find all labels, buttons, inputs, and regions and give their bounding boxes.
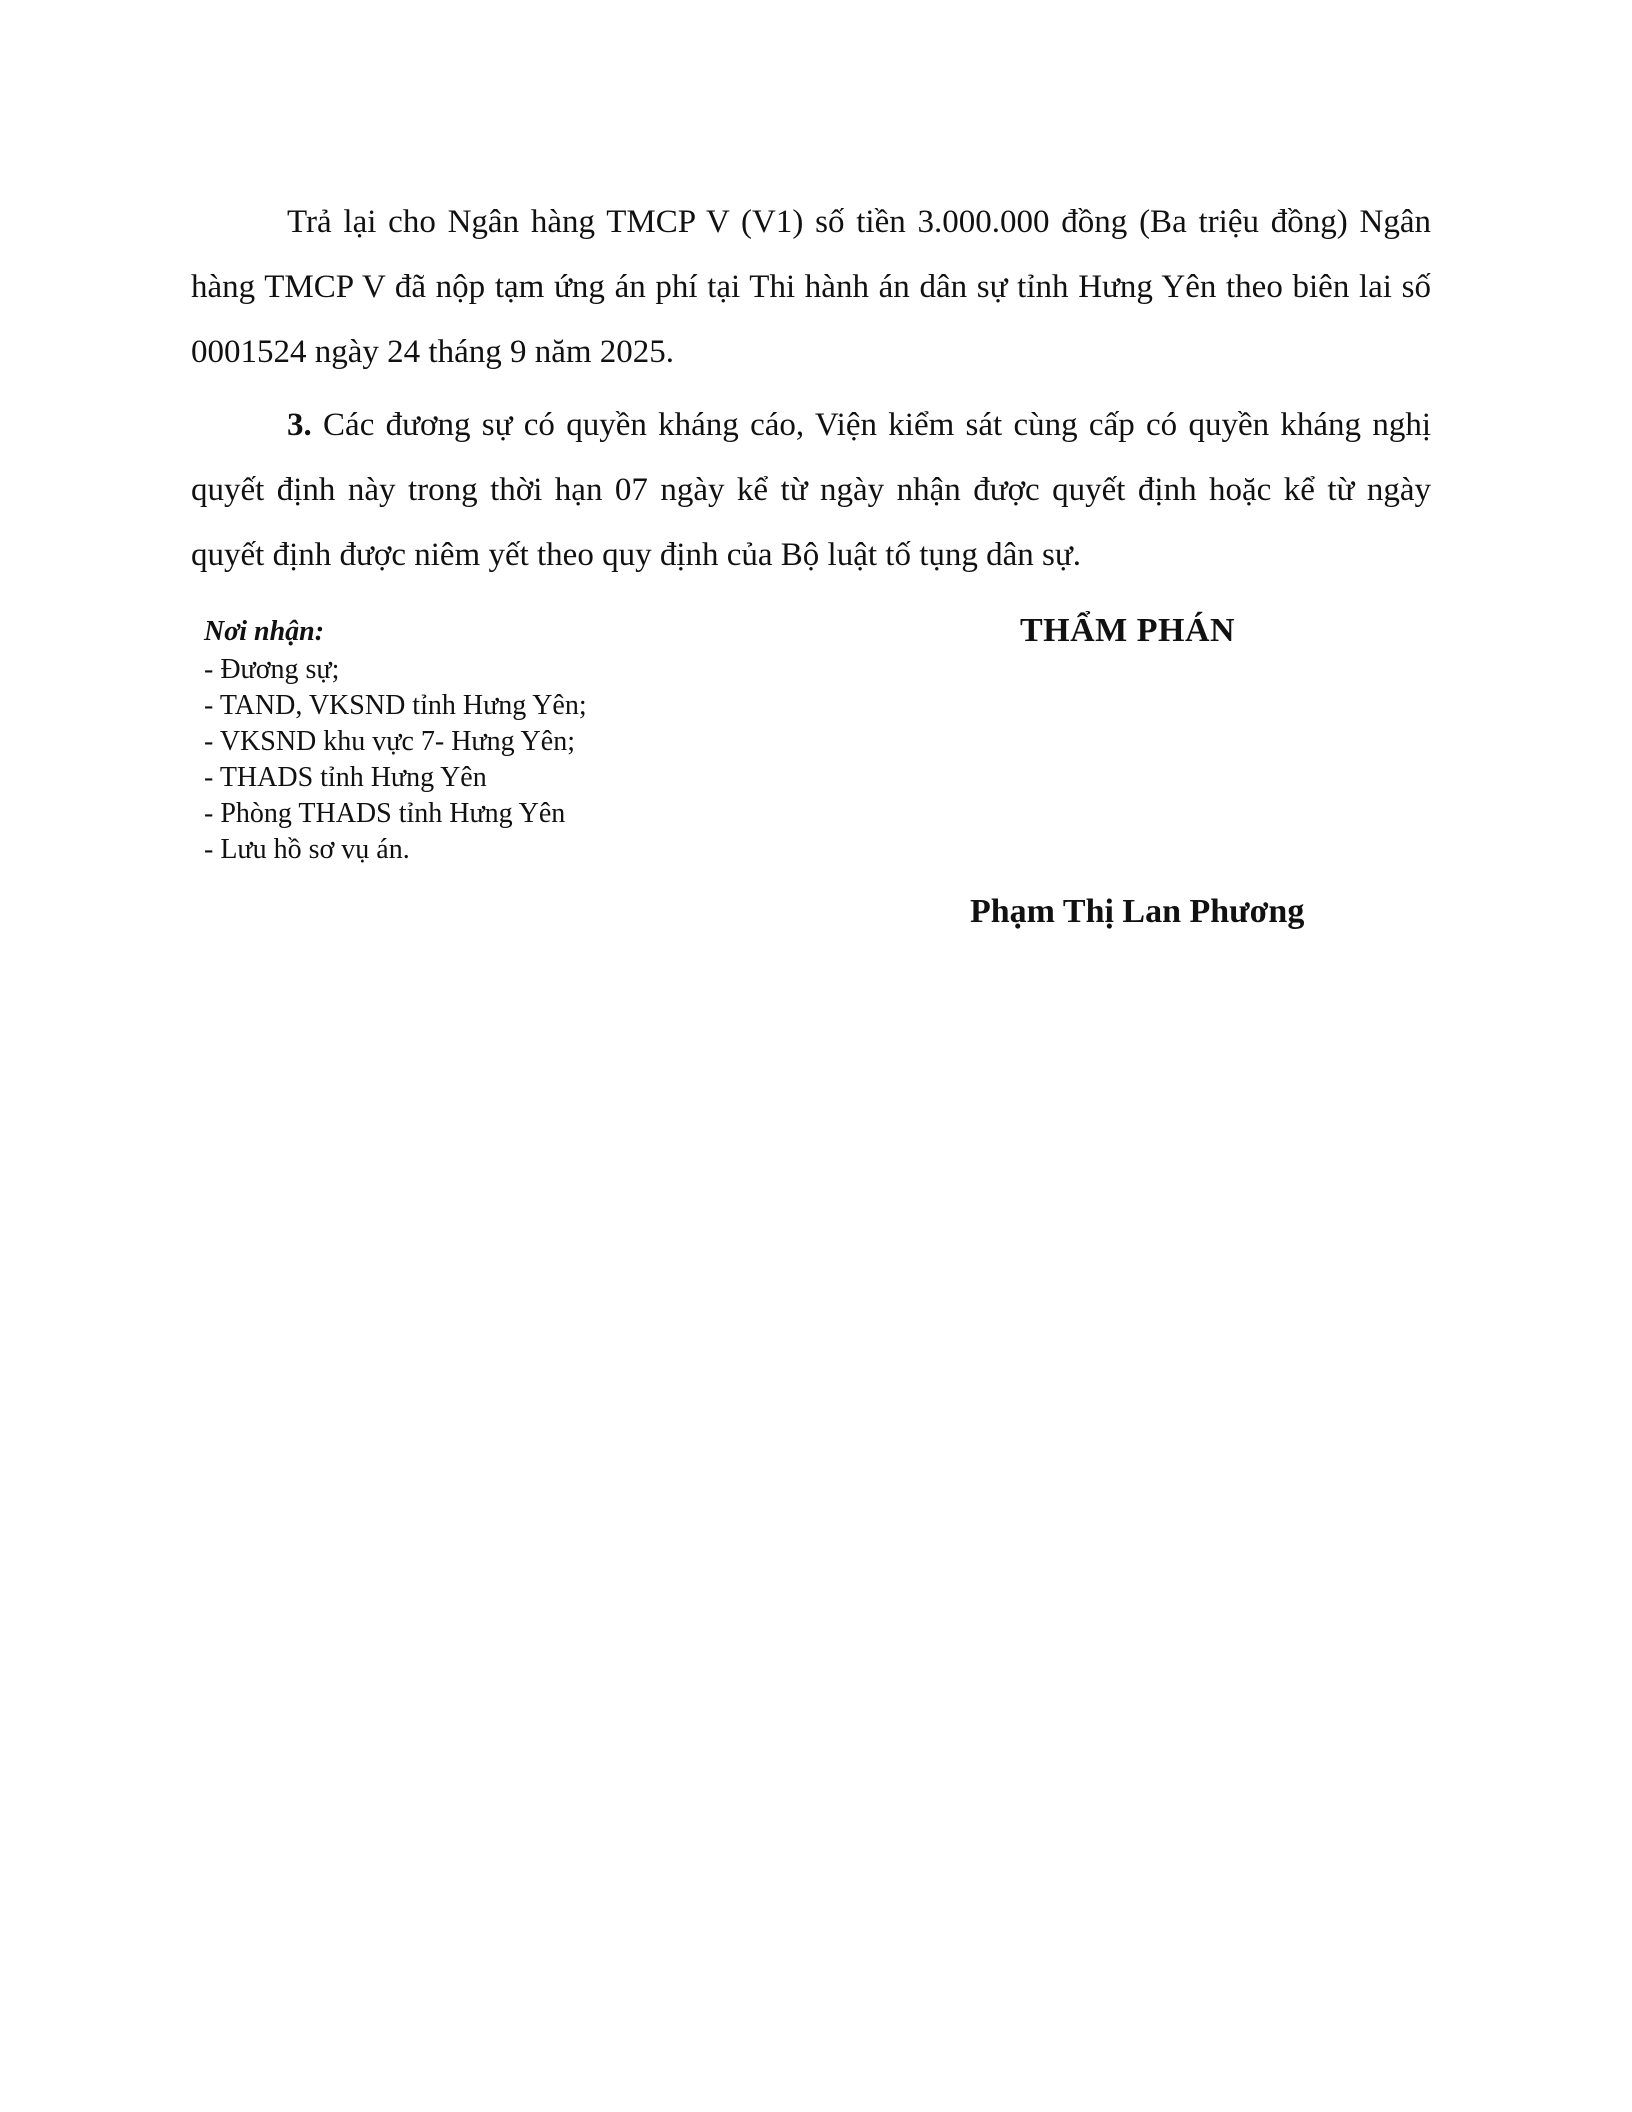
recipient-item: - Lưu hồ sơ vụ án. <box>204 834 410 865</box>
recipients-list <box>204 652 904 868</box>
paragraph-refund <box>191 190 1431 385</box>
document-body <box>191 190 1431 596</box>
signature-title: THẨM PHÁN <box>1020 612 1236 649</box>
paragraph-number: 3. <box>287 407 312 443</box>
paragraph-text: Trả lại cho Ngân hàng TMCP V (V1) số tiền 3.000.000 đồng (Ba triệu đồng) Ngân hàng TMCP V đã nộp tạm ứng án phí tại Thi hành án dân sự tỉnh Hưng Yên theo biên lai số 0001524 ngày 24 tháng 9 năm 2025. <box>191 204 1431 370</box>
recipient-item: - TAND, VKSND tỉnh Hưng Yên; <box>204 690 587 721</box>
recipient-item: - VKSND khu vực 7- Hưng Yên; <box>204 726 575 757</box>
paragraph-appeal-rights <box>191 393 1431 588</box>
recipient-item: - THADS tỉnh Hưng Yên <box>204 762 487 793</box>
recipient-item: - Phòng THADS tỉnh Hưng Yên <box>204 798 566 829</box>
recipients-heading: Nơi nhận: <box>204 616 325 647</box>
signature-name: Phạm Thị Lan Phương <box>970 893 1305 930</box>
paragraph-text: Các đương sự có quyền kháng cáo, Viện kiểm sát cùng cấp có quyền kháng nghị quyết định này trong thời hạn 07 ngày kể từ ngày nhận được quyết định hoặc kể từ ngày quyết định được niêm yết theo quy định của Bộ luật tố tụng dân sự. <box>191 407 1431 573</box>
recipient-item: - Đương sự; <box>204 654 340 685</box>
recipients-block <box>204 614 904 868</box>
